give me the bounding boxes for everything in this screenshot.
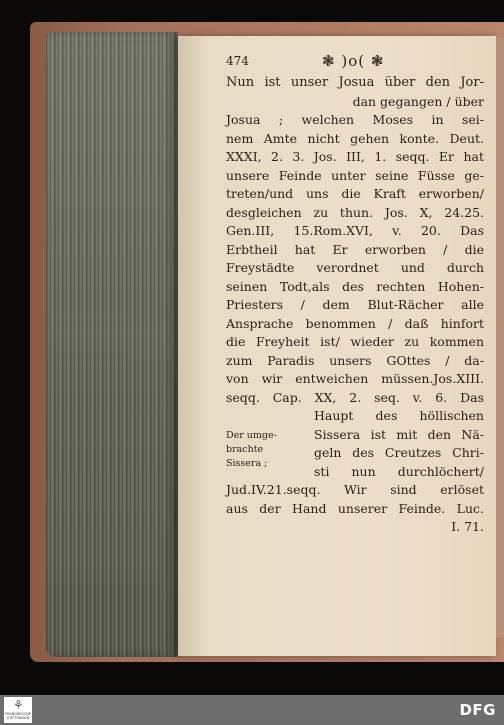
library-logo-text: FRANCKESCHE STIFTUNGEN (5, 712, 31, 720)
text-line: Priesters / dem Blut-Rächer alle (226, 297, 484, 312)
text-line: dan gegangen / über (352, 93, 484, 109)
library-logo-icon: ⚘ (13, 698, 24, 712)
book-right-edge (496, 38, 504, 638)
text-line: desgleichen zu thun. Jos. X, 24.25. (226, 204, 484, 220)
text-line: Nun ist unser Josua über den Jor- (226, 75, 484, 90)
text-line: Erbtheil hat Er erworben / die (226, 241, 484, 257)
page-number: 474 (226, 54, 249, 68)
text-line: nem Amte nicht gehen konte. Deut. (226, 130, 484, 146)
library-logo[interactable] (4, 697, 32, 723)
text-line: Josua ; welchen Moses in sei- (226, 112, 484, 127)
book-page-edges (46, 32, 178, 657)
marginal-block (226, 407, 484, 481)
text-line: Sissera ist mit den Nä- (314, 426, 484, 442)
catchword: I. 71. (451, 519, 484, 534)
marginal-note (226, 429, 308, 471)
text-line: seinen Todt,als des rechten Hohen- (226, 278, 484, 294)
text-line: zum Paradis unsers GOttes / da- (226, 352, 484, 368)
page-header (226, 52, 484, 74)
header-ornament: ❃ )o( ❃ (322, 52, 385, 70)
text-line: Freystädte verordnet und durch (226, 260, 484, 275)
text-line: Gen.III, 15.Rom.XVI, v. 20. Das (226, 223, 484, 238)
marginal-note-line: brachte (226, 444, 264, 455)
text-line: von wir entweichen müssen.Jos.XIII. (226, 371, 484, 386)
text-line: Jud.IV.21.seqq. Wir sind erlöset (226, 482, 484, 497)
text-line: treten/und uns die Kraft erworben/ (226, 186, 484, 201)
text-line: geln des Creutzes Chri- (314, 445, 484, 460)
page-text (226, 52, 484, 536)
text-line: seqq. Cap. XX, 2. seq. v. 6. Das (226, 389, 484, 405)
text-line: die Freyheit ist/ wieder zu kommen (226, 334, 484, 349)
text-line: Haupt des höllischen (314, 408, 484, 423)
marginal-note-line: Der umge- (226, 430, 277, 441)
dfg-logo[interactable]: DFG (459, 701, 496, 719)
footer-bar (0, 695, 504, 725)
text-line: unsere Feinde unter seine Füsse ge- (226, 167, 484, 183)
text-line: sti nun durchlöchert/ (314, 463, 484, 479)
text-line: aus der Hand unserer Feinde. Luc. (226, 500, 484, 516)
text-line: Ansprache benommen / daß hinfort (226, 315, 484, 331)
marginal-note-line: Sissera ; (226, 458, 268, 469)
text-line: XXXI, 2. 3. Jos. III, 1. seqq. Er hat (226, 149, 484, 164)
